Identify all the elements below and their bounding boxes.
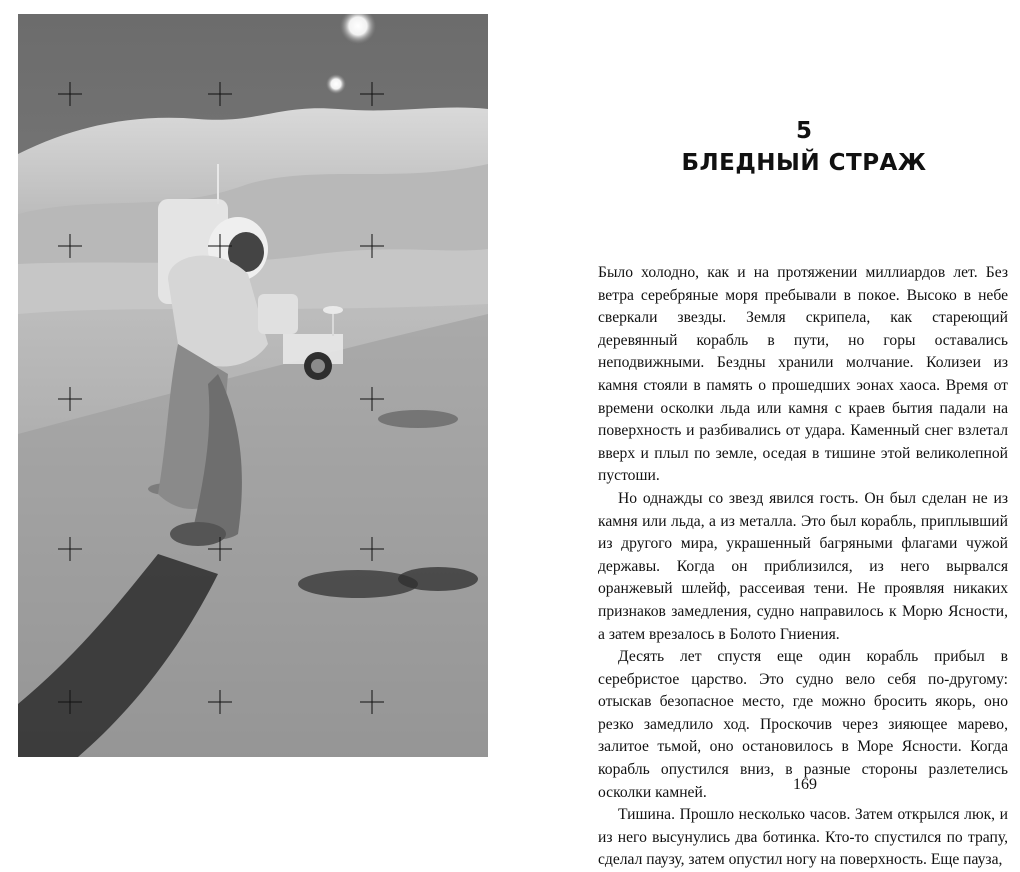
chapter-title: БЛЕДНЫЙ СТРАЖ: [681, 150, 927, 176]
paragraph-2: Но однажды со звезд явился гость. Он был сделан не из камня или льда, а из металла. Это был корабль, приплывший из другого мира, украшенный багряными флагами чужой державы. Когда он приблизился, из него вырвался оранжевый шлейф, рассеивая тени. Не проявляя никаких признаков замедления, судно направилось к Морю Ясности, а затем врезалось в Болото Гниения.: [598, 489, 1008, 643]
paragraph-4: Тишина. Прошло несколько часов. Затем открылся люк, и из него высунулись два ботинка. Кто-то спустился по трапу, сделал паузу, затем опустил ногу на поверхность. Еще пауза,: [598, 806, 1008, 869]
astronaut-photo: [18, 14, 488, 757]
chapter-heading: [600, 116, 1008, 180]
paragraph-1: Было холодно, как и на протяжении миллиардов лет. Без ветра серебряные моря пребывали в покое. Высоко в небе сверкали звезды. Земля скрипела, как стареющий деревянный корабль в пути, но горы оставались неподвижными. Бездны хранили молчание. Колизеи из камня стояли в память о прошедших эонах хаоса. Время от времени осколки льда или камня с краев бытия падали на поверхность и разбивались от удара. Каменный снег взлетал вверх и плыл по земле, оседая в тишине этой великолепной пустоши.: [598, 264, 1008, 485]
page-number: 169: [793, 776, 817, 793]
chapter-number: 5: [795, 118, 812, 144]
paragraph-3: Десять лет спустя еще один корабль прибыл в серебристое царство. Это судно вело себя по-другому: отыскав безопасное место, где можно бросить якорь, оно резко замедлило ход. Проскочив через зияющее марево, залитое тьмой, оно остановилось в Море Ясности. Когда корабль опустился вниз, в разные стороны разлетелись осколки камней.: [598, 648, 1008, 801]
